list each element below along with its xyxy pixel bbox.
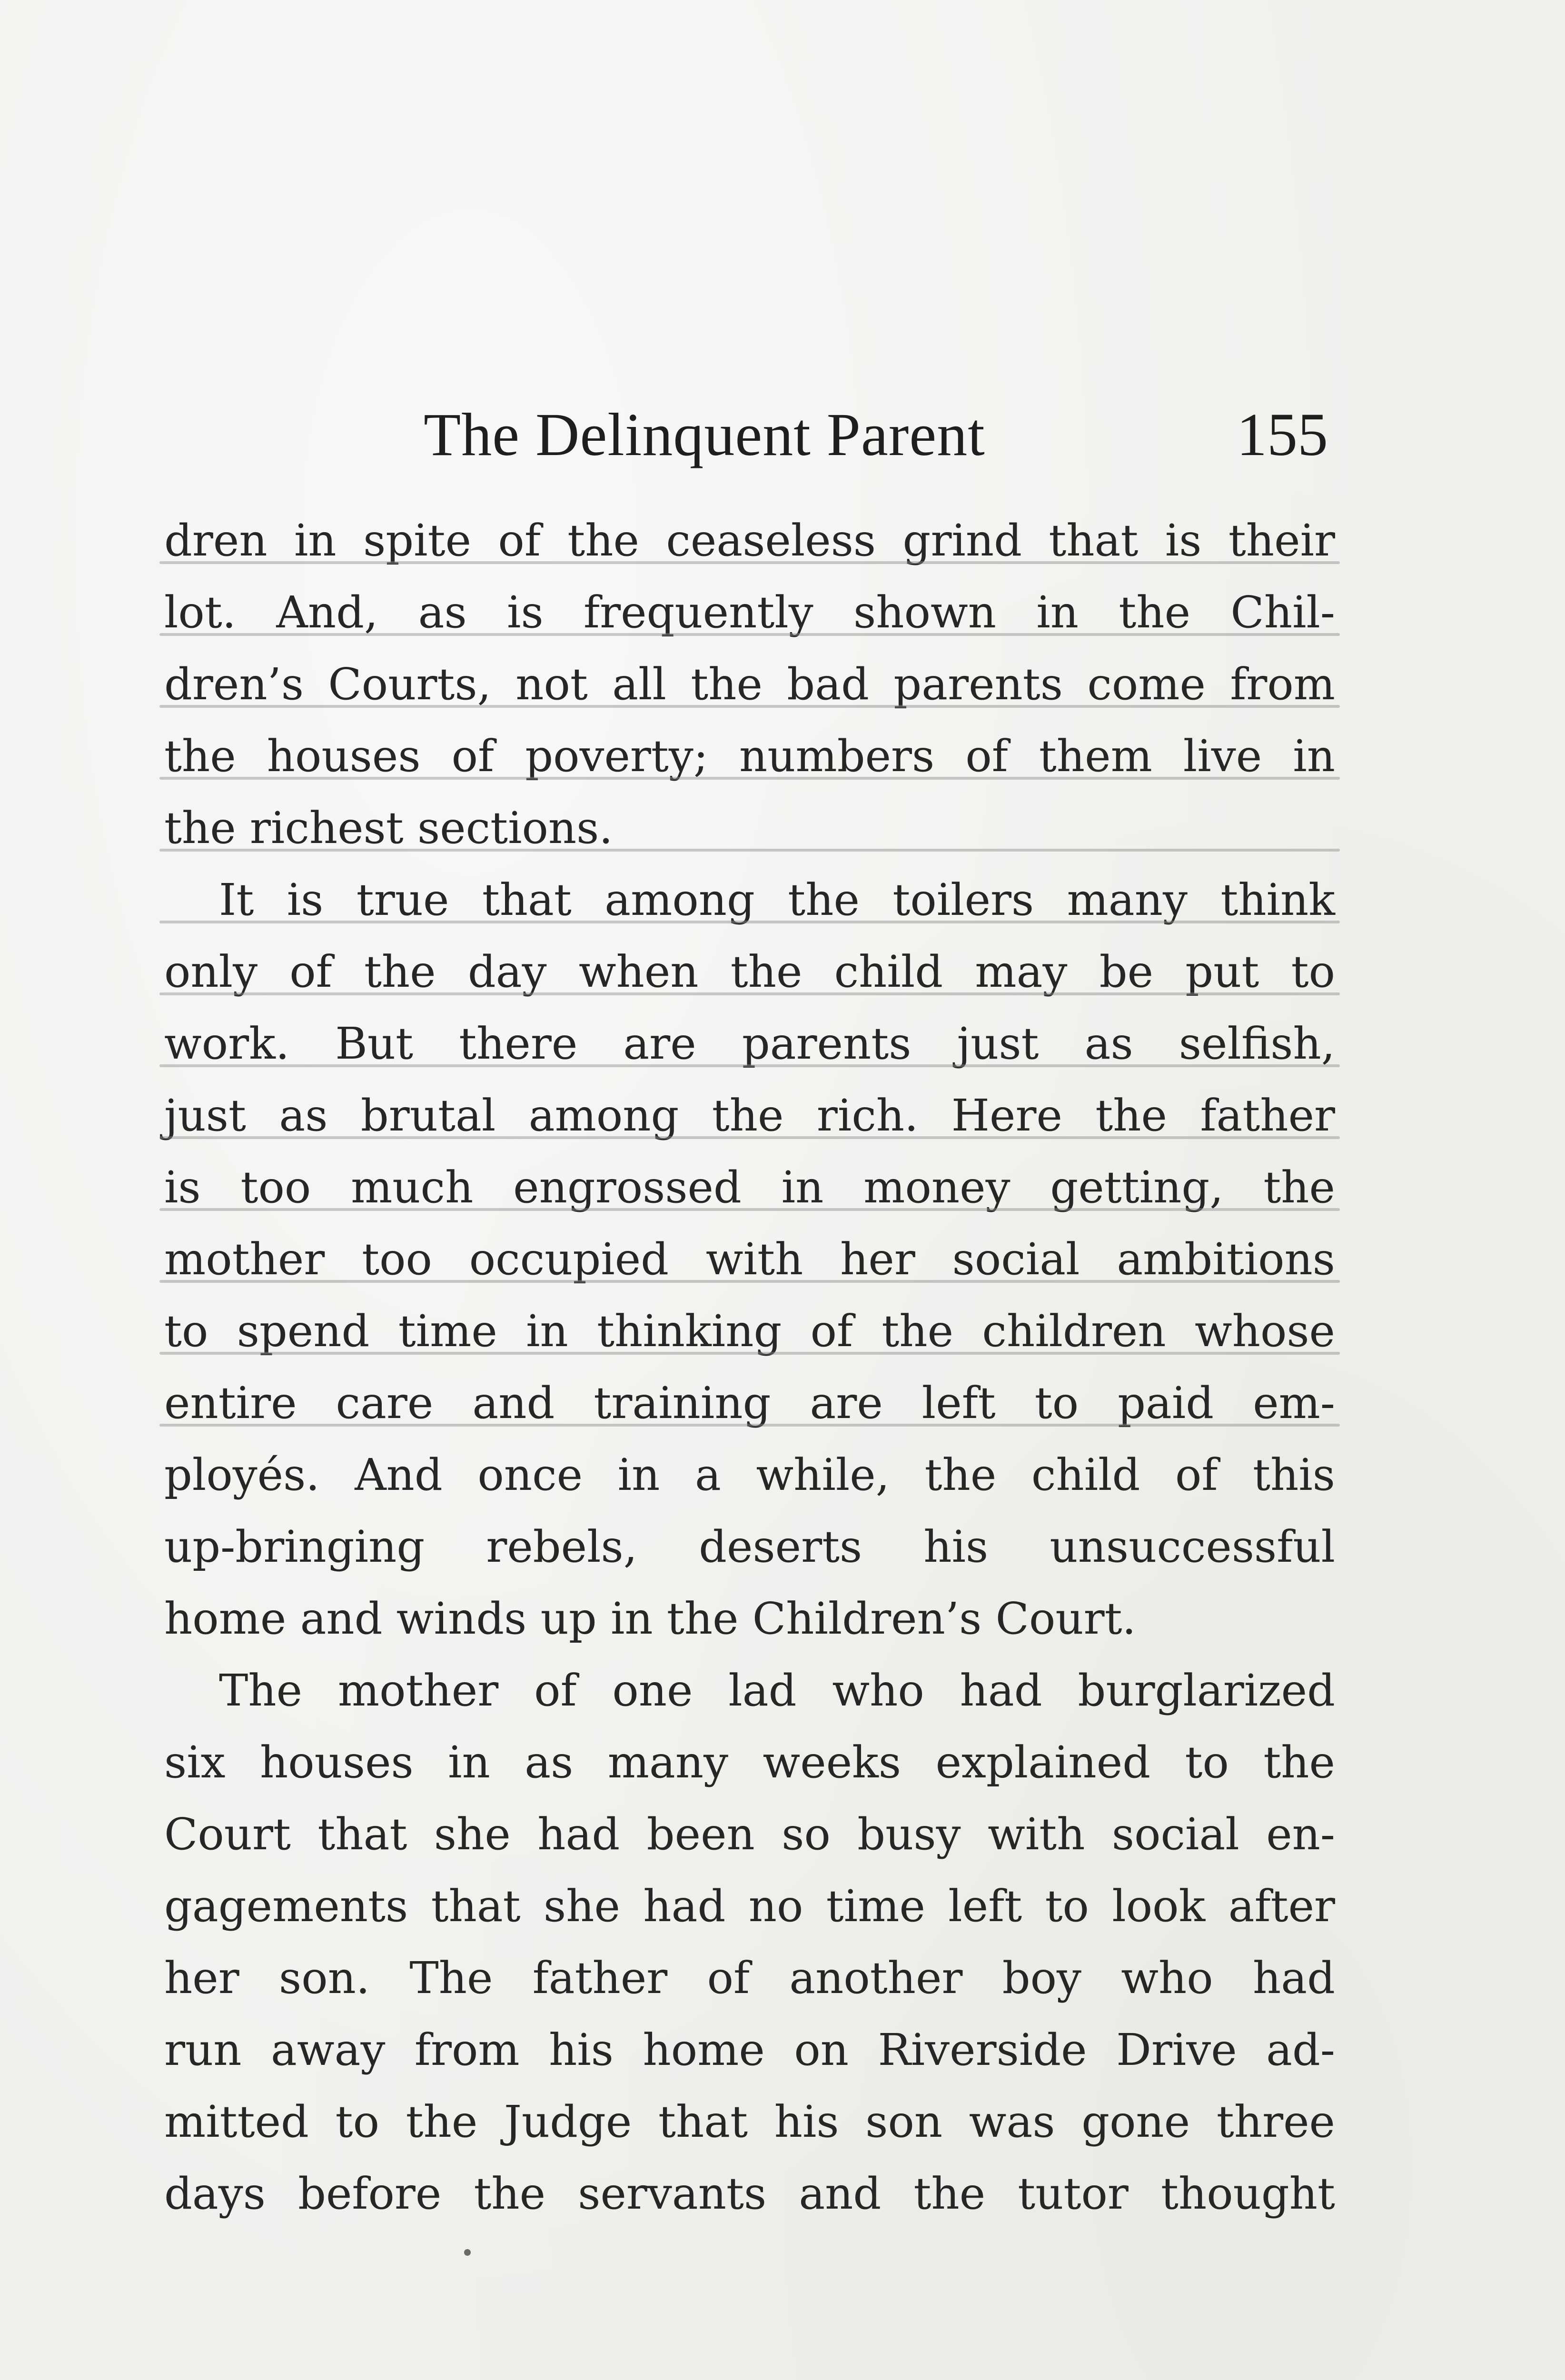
text-line: entire care and training are left to paid em- bbox=[164, 1367, 1335, 1439]
text-line: is too much engrossed in money getting, the bbox=[164, 1151, 1335, 1223]
text-line: her son. The father of another boy who had bbox=[164, 1953, 1335, 2003]
text-line: just as brutal among the rich. Here the father bbox=[164, 1080, 1335, 1151]
text-line: up-bringing rebels, deserts his unsuccessful bbox=[164, 1521, 1335, 1572]
text-line: It is true that among the toilers many think bbox=[164, 864, 1335, 936]
page-header bbox=[424, 400, 1328, 490]
text-line: days before the servants and the tutor thought bbox=[164, 2168, 1335, 2219]
text-line: to spend time in thinking of the children whose bbox=[164, 1295, 1335, 1367]
page-number: 155 bbox=[1237, 401, 1328, 468]
text-line: work. But there are parents just as selfish, bbox=[164, 1008, 1335, 1080]
text-line: only of the day when the child may be put to bbox=[164, 936, 1335, 1008]
text-line: dren in spite of the ceaseless grind that is their bbox=[164, 505, 1335, 576]
text-line: lot. And, as is frequently shown in the Chil- bbox=[164, 576, 1335, 648]
text-line: mother too occupied with her social ambitions bbox=[164, 1223, 1335, 1295]
text-line: The mother of one lad who had burglarized bbox=[219, 1665, 1335, 1716]
text-line: run away from his home on Riverside Drive ad- bbox=[164, 2024, 1335, 2075]
text-line: Court that she had been so busy with social en- bbox=[164, 1809, 1335, 1860]
text-line: mitted to the Judge that his son was gone three bbox=[164, 2096, 1335, 2147]
running-title: The Delinquent Parent bbox=[424, 401, 985, 468]
text-line: the houses of poverty; numbers of them live in bbox=[164, 720, 1335, 792]
ink-speck bbox=[464, 2249, 471, 2256]
body-text bbox=[164, 505, 1335, 2230]
text-line: home and winds up in the Children’s Court. bbox=[164, 1593, 1136, 1644]
text-line: ployés. And once in a while, the child of this bbox=[164, 1449, 1335, 1500]
text-line: the richest sections. bbox=[164, 792, 1335, 864]
text-line: dren’s Courts, not all the bad parents come from bbox=[164, 648, 1335, 720]
text-line: gagements that she had no time left to look after bbox=[164, 1881, 1335, 1932]
text-line: six houses in as many weeks explained to the bbox=[164, 1737, 1335, 1788]
